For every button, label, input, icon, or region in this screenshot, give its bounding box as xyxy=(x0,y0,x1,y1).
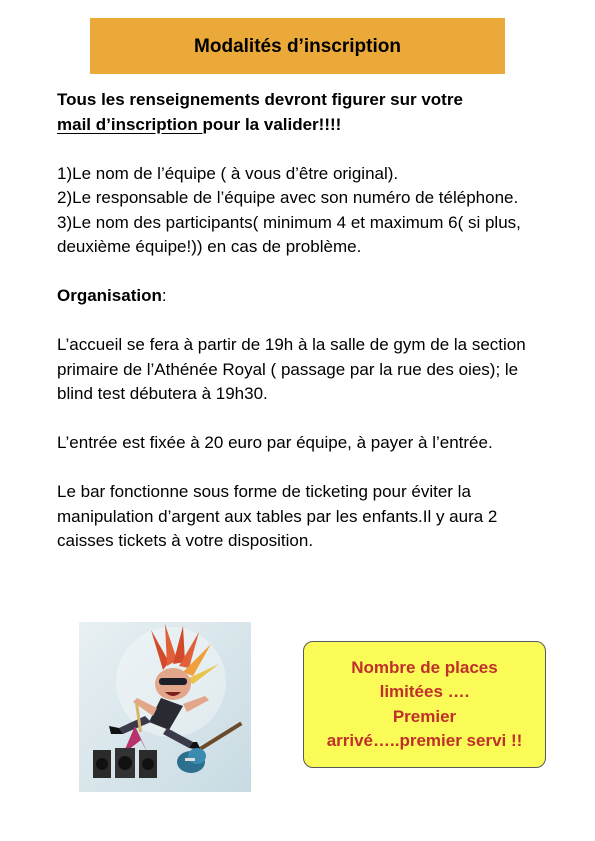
notice-line-1: Nombre de places xyxy=(351,657,498,677)
page-title: Modalités d’inscription xyxy=(194,35,401,57)
intro-line2: pour la valider!!!! xyxy=(202,114,342,134)
amplifier-speakers-icon xyxy=(93,748,157,778)
limited-places-notice xyxy=(303,641,546,768)
organisation-paragraph-2: L’entrée est fixée à 20 euro par équipe, à payer à l’entrée. xyxy=(57,433,493,452)
notice-line-2: limitées …. xyxy=(379,682,470,701)
title-banner xyxy=(90,18,505,74)
organisation-paragraph-1: L’accueil se fera à partir de 19h à la salle de gym de la section primaire de l’Athénée Royal ( passage par la rue des oies); le blind test débutera à 19h30. xyxy=(57,335,526,403)
document-body xyxy=(57,88,547,554)
mail-link[interactable]: mail d’inscription xyxy=(57,114,203,134)
organisation-paragraph-3: Le bar fonctionne sous forme de ticketing pour éviter la manipulation d’argent aux tables par les enfants.Il y aura 2 caisses tickets à votre disposition. xyxy=(57,482,498,550)
organisation-colon: : xyxy=(161,286,167,305)
intro-paragraph xyxy=(57,88,547,137)
notice-line-3: Premier xyxy=(392,706,457,726)
sunglasses-icon xyxy=(159,678,187,685)
organisation-heading: Organisation xyxy=(57,286,162,305)
requirement-item-2: 2)Le responsable de l’équipe avec son numéro de téléphone. xyxy=(57,188,519,207)
requirement-item-1: 1)Le nom de l’équipe ( à vous d’être original). xyxy=(57,163,399,183)
rocker-illustration-svg xyxy=(79,622,251,792)
rocker-guitar-illustration xyxy=(79,622,251,792)
organisation-heading-line xyxy=(57,284,547,309)
requirement-item-3: 3)Le nom des participants( minimum 4 et maximum 6( si plus, deuxième équipe!)) en cas de problème. xyxy=(57,212,521,256)
intro-line1: Tous les renseignements devront figurer sur votre xyxy=(57,90,463,109)
notice-line-4: arrivé…..premier servi !! xyxy=(326,731,523,750)
